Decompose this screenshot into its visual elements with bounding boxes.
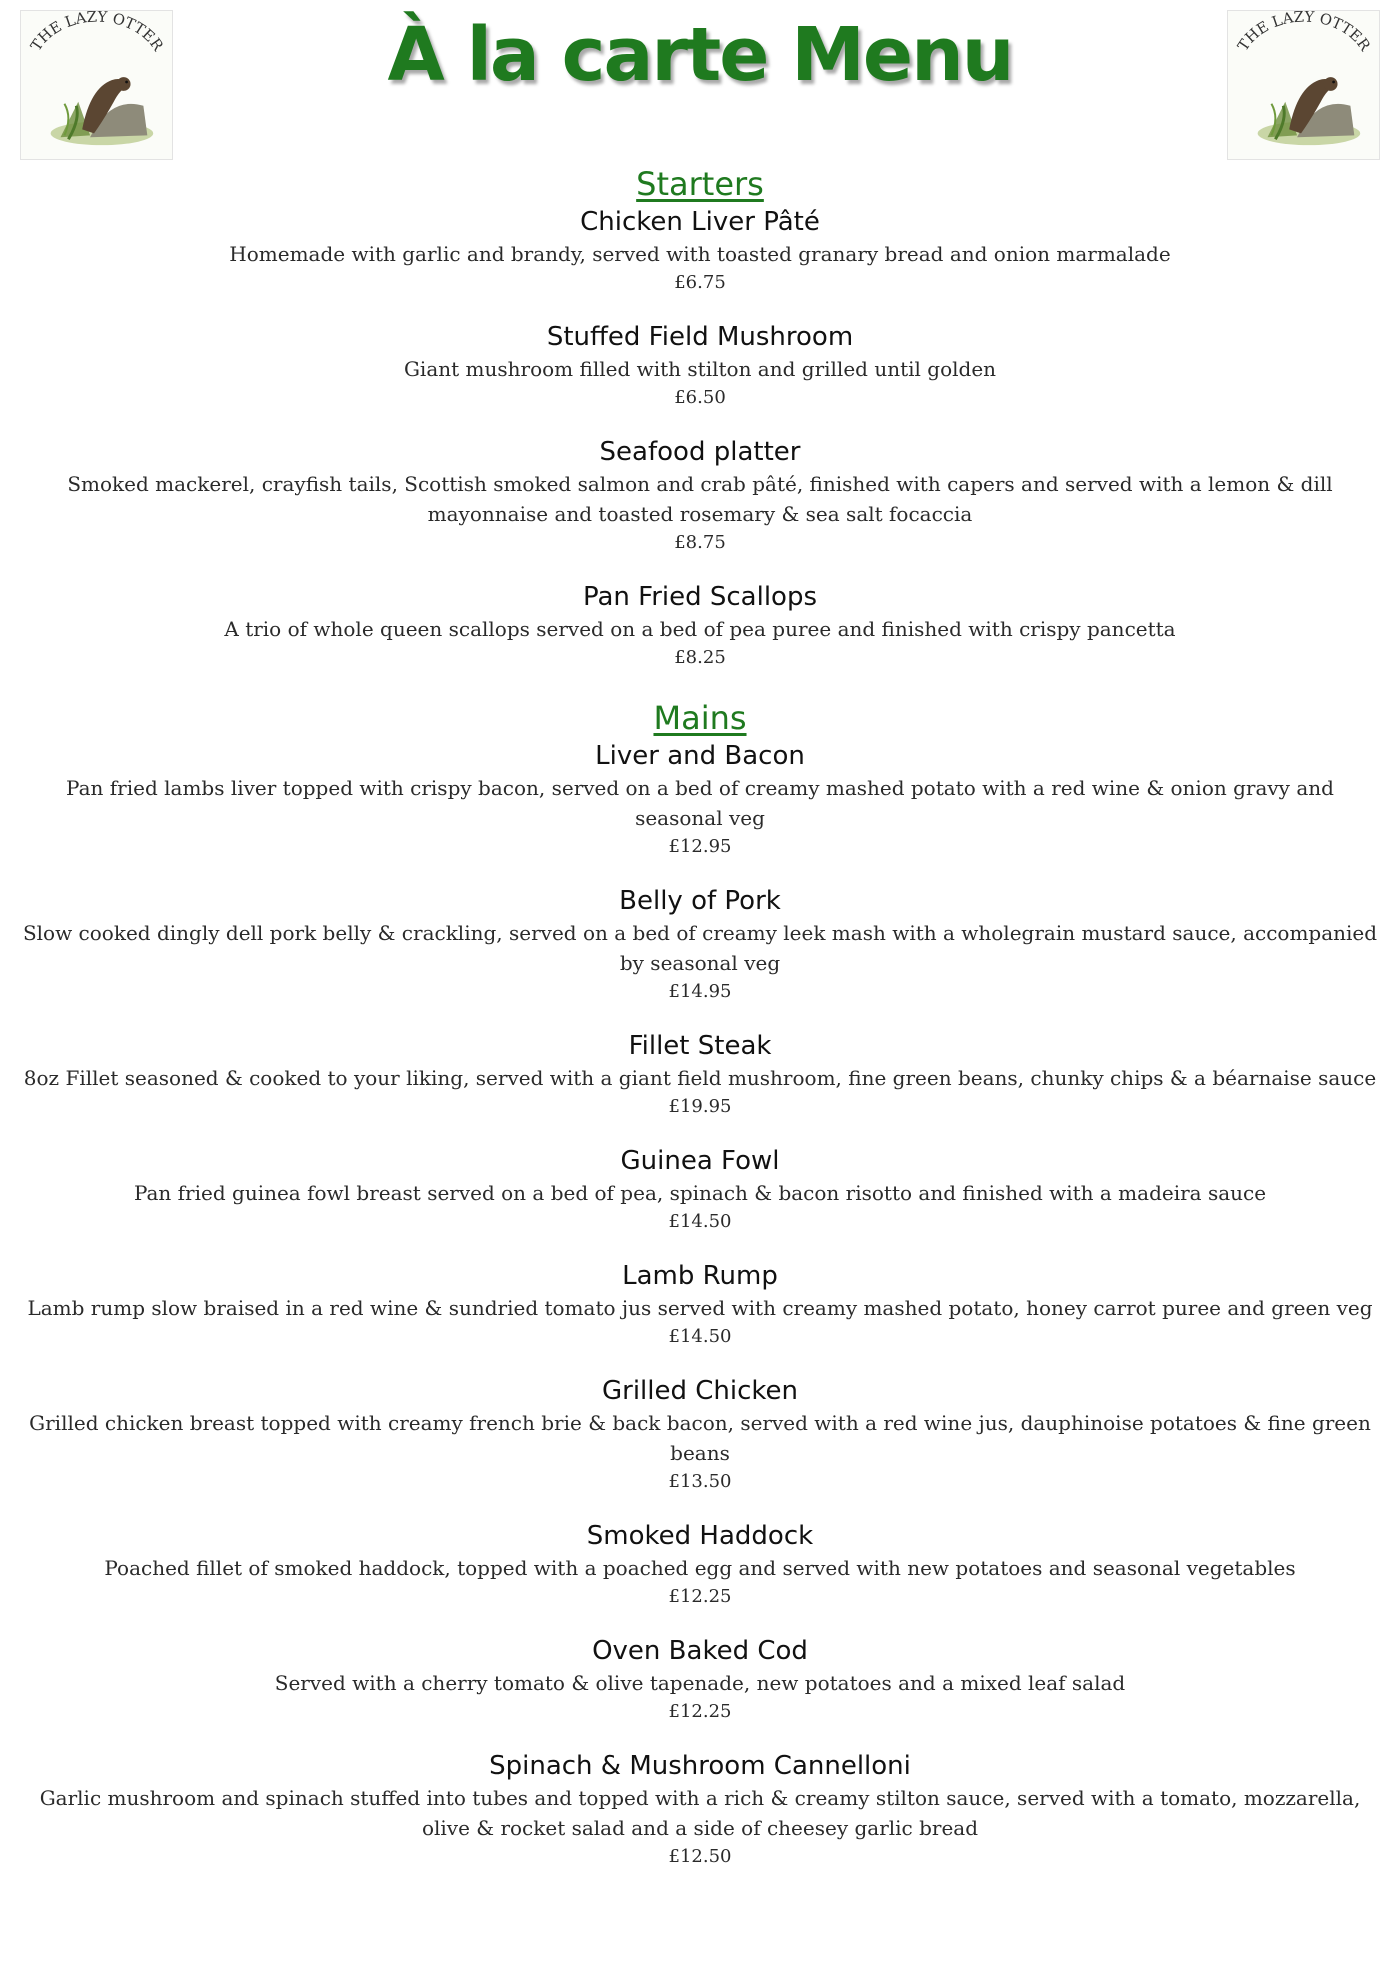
item-name: Belly of Pork [619, 886, 781, 916]
item-description: Served with a cherry tomato & olive tapenade, new potatoes and a mixed leaf salad [274, 1671, 1126, 1695]
item-description: A trio of whole queen scallops served on a bed of pea puree and finished with crispy pancetta [224, 617, 1176, 641]
item-description: Smoked mackerel, crayfish tails, Scottish smoked salmon and crab pâté, finished with capers and served with a lemon & dill mayonnaise and toasted rosemary & sea salt focaccia [67, 472, 1333, 526]
menu-item [20, 885, 1380, 1006]
item-name: Oven Baked Cod [592, 1636, 808, 1666]
item-name: Liver and Bacon [595, 741, 805, 771]
item-price: £14.50 [668, 1326, 732, 1347]
item-name: Spinach & Mushroom Cannelloni [489, 1751, 911, 1781]
menu-item [20, 1030, 1380, 1121]
menu-item [20, 436, 1380, 557]
menu-content [20, 162, 1380, 1895]
section-heading-starters: Starters [636, 165, 764, 203]
item-description: Poached fillet of smoked haddock, topped with a poached egg and served with new potatoes and seasonal vegetables [104, 1556, 1296, 1580]
item-name: Seafood platter [599, 437, 801, 467]
item-price: £14.95 [668, 981, 732, 1002]
item-name: Fillet Steak [628, 1031, 772, 1061]
item-name: Smoked Haddock [586, 1521, 814, 1551]
item-description: Homemade with garlic and brandy, served with toasted granary bread and onion marmalade [229, 242, 1171, 266]
menu-item [20, 206, 1380, 297]
item-price: £12.50 [668, 1846, 732, 1867]
item-description: Pan fried guinea fowl breast served on a bed of pea, spinach & bacon risotto and finished with a madeira sauce [133, 1181, 1267, 1205]
menu-item [20, 581, 1380, 672]
menu-item [20, 1145, 1380, 1236]
item-name: Guinea Fowl [620, 1146, 780, 1176]
menu-item [20, 1375, 1380, 1496]
menu-item [20, 1635, 1380, 1726]
menu-item [20, 740, 1380, 861]
menu-item [20, 1750, 1380, 1871]
menu-item [20, 321, 1380, 412]
item-price: £19.95 [668, 1096, 732, 1117]
section-starters [20, 162, 1380, 672]
item-price: £8.25 [674, 647, 726, 668]
section-heading-mains: Mains [653, 699, 747, 737]
section-mains [20, 696, 1380, 1871]
item-description: Garlic mushroom and spinach stuffed into tubes and topped with a rich & creamy stilton sauce, served with a tomato, mozzarella, olive & rocket salad and a side of cheesey garlic bread [39, 1786, 1361, 1840]
item-name: Grilled Chicken [601, 1376, 799, 1406]
item-price: £12.25 [668, 1701, 732, 1722]
item-description: Lamb rump slow braised in a red wine & sundried tomato jus served with creamy mashed potato, honey carrot puree and green veg [27, 1296, 1373, 1320]
item-price: £14.50 [668, 1211, 732, 1232]
logo-text: THE LAZY OTTER [27, 11, 167, 55]
item-name: Pan Fried Scallops [582, 582, 818, 612]
item-name: Chicken Liver Pâté [580, 207, 820, 237]
item-name: Stuffed Field Mushroom [546, 322, 854, 352]
item-price: £8.75 [674, 532, 726, 553]
item-price: £12.25 [668, 1586, 732, 1607]
item-description: Pan fried lambs liver topped with crispy bacon, served on a bed of creamy mashed potato with a red wine & onion gravy and seasonal veg [66, 776, 1334, 830]
logo-text: THE LAZY OTTER [1234, 11, 1374, 55]
item-name: Lamb Rump [622, 1261, 778, 1291]
menu-item [20, 1520, 1380, 1611]
item-description: 8oz Fillet seasoned & cooked to your liking, served with a giant field mushroom, fine green beans, chunky chips & a béarnaise sauce [23, 1066, 1377, 1090]
menu-item [20, 1260, 1380, 1351]
item-price: £6.50 [674, 387, 726, 408]
item-description: Slow cooked dingly dell pork belly & crackling, served on a bed of creamy leek mash with a wholegrain mustard sauce, accompanied by seasonal veg [22, 921, 1378, 975]
item-description: Giant mushroom filled with stilton and grilled until golden [403, 357, 997, 381]
item-price: £12.95 [668, 836, 732, 857]
menu-title: À la carte Menu [387, 12, 1013, 98]
item-price: £6.75 [674, 272, 726, 293]
item-price: £13.50 [668, 1471, 732, 1492]
item-description: Grilled chicken breast topped with creamy french brie & back bacon, served with a red wine jus, dauphinoise potatoes & fine green beans [29, 1411, 1371, 1465]
